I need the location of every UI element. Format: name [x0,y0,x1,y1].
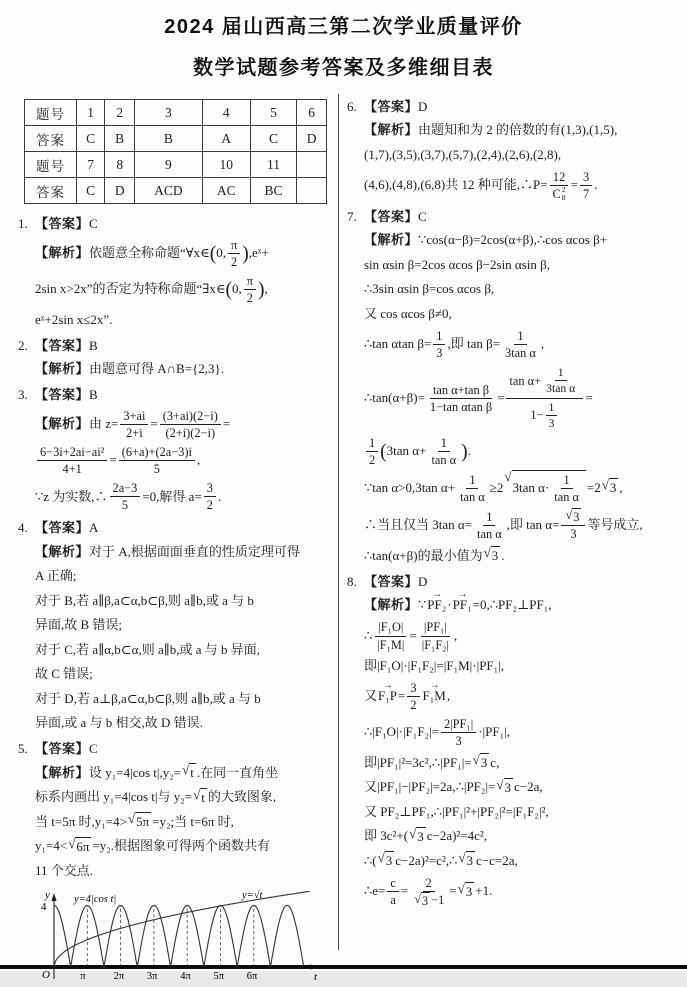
radical-sign: √ [377,850,385,866]
answer-item-head [347,570,681,593]
fraction [427,382,495,415]
radicand: 3 [465,882,475,902]
combination-scripts [562,186,566,202]
analysis-line: 又 PF₂⊥PF₁,∴|PF₁|²+|PF₂|²=|F₁F₂|², [364,803,549,819]
fraction-denominator: √ 3 −1 [414,891,445,908]
answer-value: C [418,209,427,225]
fraction-denominator: 4+1 [62,462,82,477]
radicand: t [200,788,207,808]
fraction-numerator: |PF₁| [421,619,450,636]
analysis-line: 即 3c²+( √ 3 c−2a)²=4c², [364,825,681,849]
curve2-label: y=√t [242,889,263,901]
radicand: 3 [385,851,395,871]
fraction [433,328,445,361]
analysis-line: 即|PF₁|²=3c²,∴|PF₁|= √ 3 c, [364,751,681,775]
fraction-numerator [561,508,585,526]
answer-value: B [89,337,98,353]
answer-item [18,212,335,332]
table-cell [297,152,327,178]
answer-value: D [418,573,428,589]
answer-label: 【答案】 [35,337,90,353]
fraction-denominator: 2 [246,291,253,306]
radicand: 3 [421,893,429,908]
analysis-line: 又 → F₁P = $\frac{3}{2}$ → F₁M , [364,679,681,714]
function-graph-figure [26,887,335,987]
analysis-line: 【解析】 ∵ → PF₂ · → PF₁ =0,∴PF₂⊥PF₁, [364,594,681,618]
big-paren: ( [380,440,387,463]
square-root [458,882,475,902]
radical-sign: √ [472,752,480,768]
square-root [182,763,196,783]
fraction [407,680,419,713]
fraction-denominator: |F₁M| [377,637,405,652]
table-cell: AC [202,178,250,204]
fraction-numerator: 12 [550,169,568,186]
fraction-numerator: 2|PF₁| [441,716,476,733]
fraction-numerator: tan α+tan β [430,382,492,399]
left-column [0,94,338,983]
analysis-line: ∴tan αtan β= $\frac{1}{3}$ ,即 tan β= $\frac{1}{\text{3tan α}}$ , [364,329,545,361]
analysis-line: ∴|F₁O|·|F₁F₂|= $\frac{\text{2|PF₁|}}{3}$ ·|PF₁|, [364,717,510,749]
question-number: 2. [18,337,28,353]
analysis-line: 异面,或 a 与 b 相交,故 D 错误. [35,715,203,731]
table-cell: B [105,126,135,152]
origin-label: O [42,968,50,981]
fraction-numerator: 1 [514,328,526,345]
question-number: 1. [18,216,28,231]
analysis-line: ∴tan(α+β)的最小值为 √ 3 . [364,544,681,568]
x-tick-π: π [80,970,86,982]
analysis-line: 对于 D,若 a⊥β,a⊂α,b⊂β,则 a∥b,或 a 与 b [35,690,261,706]
fraction-denominator: |F₁F₂| [421,637,449,652]
square-root [602,478,619,498]
fraction [366,435,378,468]
answer-label: 【答案】 [364,99,419,114]
x-tick-6π: 6π [246,970,258,982]
fraction-numerator: 1 [438,435,450,452]
analysis-line: 2sin x>2x”的否定为特称命题“∃x∈ ( 0, $\frac{\pi}{2}$ ) , [35,274,268,306]
fraction [506,364,583,432]
analysis-line: y₁=4< √ 6π =y₂.根据图象可得两个函数共有 [35,835,335,859]
radicand: 3 [480,753,490,773]
y-axis-arrow [51,893,56,901]
analysis-line: 11 个交点. [35,862,94,878]
big-paren: ( [225,278,232,301]
question-number: 3. [18,387,28,403]
analysis-label: 【解析】 [35,416,90,432]
fraction-numerator: π [228,237,240,254]
answer-label: 【答案】 [35,387,90,403]
square-root [473,753,490,773]
analysis-line: ∴ $\frac{\text{|F₁O|}}{\text{|F₁M|}}$ = $\frac{\text{|PF₁|}}{\text{|F₁F₂|}}$ , [364,620,458,652]
table-cell: 11 [250,152,296,178]
fraction-denominator: 5 [121,498,129,513]
analysis-line: 异面,故 B 错误; [35,617,123,633]
table-cell: D [297,126,327,152]
x-tick-4π: 4π [180,970,191,982]
fraction-numerator: 3 [580,169,592,186]
fraction-denominator: (2+i)(2−i) [165,426,216,441]
fraction-numerator: 1 [466,472,478,489]
radical-sign: √ [601,477,609,493]
answer-value: A [89,520,99,536]
fraction-denominator: tan α [431,453,457,468]
radicand: 3tan α· $\frac{1}{\text{tan α}}$ [512,470,586,506]
fraction-numerator: 3 [407,680,419,697]
analysis-line: $\frac{1}{2}$ ( 3tan α+ $\frac{1}{\text{tan α}}$ ) . [364,434,681,469]
analysis-line: ∵z 为实数,∴ $\frac{2a-3}{5}$ =0,解得 a= $\frac{3}{2}$ . [35,481,222,513]
table-cell: 8 [105,152,135,178]
answer-value: D [418,99,428,114]
table-cell: A [202,126,250,152]
analysis-label: 【解析】 [364,597,419,613]
fraction-numerator: 1 [366,435,378,452]
vector: → F₁P [378,687,397,706]
analysis-line: 【解析】 由题知和为 2 的倍数的有(1,3),(1,5), [364,119,681,143]
answer-item [347,95,681,203]
fraction-denominator: tan α [554,490,579,505]
fraction-numerator: c [387,875,398,892]
vector: → PF₁ [453,596,472,615]
answer-item-head [18,334,335,357]
square-root [68,837,91,857]
answer-item-head [18,737,335,760]
table-cell: C [77,126,105,152]
answer-value: C [89,216,98,231]
question-number: 5. [18,741,28,757]
fraction-numerator: 1 [561,472,573,489]
fraction-numerator: |F₁O| [375,619,406,636]
fraction-denominator: C 2 8 [552,185,566,203]
radical-sign: √ [68,835,76,851]
fraction-denominator: 3tan α [505,346,536,361]
fraction-denominator: 3 [455,734,462,749]
fraction [419,619,452,652]
vector: → PF₂ [427,596,446,615]
answer-value: B [89,387,98,403]
fraction-numerator: 1 [483,509,495,526]
fraction-numerator: 1 [555,365,567,381]
radical-sign: √ [409,825,417,841]
answer-item-head [18,212,335,235]
fraction-denominator: a [390,893,396,908]
right-column [338,94,687,950]
fraction-numerator: 6−3i+2ai−ai² [37,444,107,461]
question-number: 6. [347,99,357,114]
fraction [160,408,221,441]
page-title-line1: 2024 届山西高三第二次学业质量评价 [164,16,523,38]
analysis-line: $\frac{\text{6−3i+2ai−ai²}}{4+1}$ = $\frac{(6+a)+(2a-3)i}{5}$ , [35,443,335,478]
fraction [119,444,195,477]
fraction [37,444,107,477]
analysis-line: A 正确; [35,568,77,584]
table-cell: 2 [105,100,135,126]
fraction [474,509,505,542]
fraction [550,169,569,202]
x-axis-label: t [314,970,318,983]
analysis-line: 即|F₁O|·|F₁F₂|=|F₁M|·|PF₁|, [364,657,505,673]
fraction [120,408,148,441]
square-root [414,892,430,909]
answer-value: C [89,741,98,757]
radicand: 3 [416,827,426,847]
vector: → F₁M [423,687,446,706]
table-cell: D [105,178,135,204]
radical-sign: √ [193,786,201,802]
answers-left-list [18,212,335,883]
analysis-line: 又|PF₁|−|PF₂|=2a,∴|PF₂|= √ 3 c−2a, [364,776,681,800]
superscript: 2 [561,185,566,195]
fraction-denominator: 1− $\frac{1}{3}$ [527,399,562,433]
square-root [378,851,395,871]
radical-sign: √ [127,811,136,827]
table-cell: C [250,126,296,152]
answer-table [24,99,327,204]
analysis-line: ∴3sin αsin β=cos αcos β, [364,281,495,297]
x-tick-5π: 5π [213,970,225,982]
analysis-line: 【解析】 设 y₁=4|cos t|,y₂= √ t .在同一直角坐 [35,761,335,785]
answer-table-row [25,100,327,126]
analysis-line: ∵tan α>0,3tan α+ $\frac{1}{\text{tan α}}$ ≥2 √ 3tan α· $\frac{1}{\text{tan α}}$ =2 √ 3 , [364,470,681,506]
radicand: 5π [135,812,151,832]
table-row-header: 题号 [25,152,77,178]
radicand: 3 [504,778,514,798]
table-row-header: 答案 [25,178,77,204]
fraction-numerator: 2a−3 [110,480,141,497]
radicand: 3 [491,546,501,566]
analysis-line: eˣ+2sin x≤2x”. [35,311,113,327]
analysis-line: 【解析】 ∵cos(α−β)=2cos(α+β),∴cos αcos β+ [364,229,681,253]
big-paren: ( [209,242,217,265]
x-tick-2π: 2π [113,970,125,982]
fraction-denominator: 2 [231,255,238,270]
analysis-label: 【解析】 [35,764,90,780]
analysis-line: (4,6),(4,8),(6,8)共 12 种可能,∴P= 12 C 2 8 = $\frac{3}{7}$ . [364,170,598,203]
fraction [457,472,488,505]
fraction [441,716,476,749]
fraction [551,472,582,505]
answer-item [18,737,335,883]
fraction-numerator: 1 [433,328,445,345]
radical-sign: √ [457,880,465,896]
square-root [193,788,207,808]
table-cell: 4 [202,100,250,126]
table-row-header: 题号 [25,100,77,126]
answer-label: 【答案】 [364,573,419,589]
fraction-denominator: 5 [153,462,160,477]
analysis-line: 【解析】 依题意全称命题“∀x∈ ( 0, $\frac{\pi}{2}$ ) ,eˣ+ [35,238,269,270]
radical-sign: √ [182,762,190,778]
analysis-line: 【解析】 由 z= $\frac{3+ai}{2+i}$ = $\frac{(3+ai)(2-i)}{(2+i)(2-i)}$ = [35,409,231,441]
fraction-numerator: 1 [546,400,558,416]
answer-item-head [347,95,681,118]
fraction [502,328,539,361]
answer-label: 【答案】 [364,209,419,225]
square-root [565,508,581,525]
analysis-label: 【解析】 [364,232,419,248]
square-root [504,470,586,506]
fraction-denominator: 2 [410,698,417,713]
question-number: 7. [347,209,357,225]
page-titles [0,0,687,83]
content-columns [0,94,687,983]
fraction [204,480,216,513]
table-cell: 10 [202,152,250,178]
fraction-denominator: tan α [477,526,502,541]
analysis-line: 标系内画出 y₁=4|cos t|与 y₂= √ t 的大致图象, [35,786,335,810]
fraction [428,435,459,468]
fraction [561,508,585,542]
fraction-numerator: 3 [204,480,216,497]
fraction-denominator: 2+i [126,426,143,441]
page-title-line2: 数学试题参考答案及多维细目表 [193,57,494,79]
big-paren: ) [257,278,265,301]
fraction-denominator: 7 [582,187,590,202]
table-cell [297,178,327,204]
analysis-line: 当 t=5π 时,y₁=4> √ 5π =y₂;当 t=6π 时, [35,810,335,834]
fraction-denominator: 3 [570,527,577,542]
table-cell: BC [250,178,296,204]
analysis-line: (1,7),(3,5),(3,7),(5,7),(2,4),(2,6),(2,8), [364,146,562,162]
question-number: 4. [18,520,28,536]
question-number: 8. [347,573,357,589]
answer-table-row [25,178,327,204]
fraction [228,237,240,270]
square-root [496,778,513,798]
answer-table-row [25,152,327,178]
analysis-line: 【解析】 由题意可得 A∩B={2,3}. [35,358,335,382]
analysis-line: 对于 C,若 a∥α,b⊂α,则 a∥b,或 a 与 b 异面, [35,641,261,657]
table-cell: ACD [135,178,203,204]
fraction [244,273,256,306]
y-axis-label: y [45,888,50,901]
analysis-label: 【解析】 [35,245,90,261]
answer-item [347,570,681,910]
fraction-numerator: π [244,273,256,290]
table-cell: 7 [77,152,105,178]
radicand: t [189,763,196,783]
fraction-denominator: tan α [460,489,485,504]
radicand: 3 [573,510,580,525]
fraction-numerator: (3+ai)(2−i) [160,408,221,425]
table-row-header: 答案 [25,126,77,152]
radical-sign: √ [504,469,512,485]
square-root [409,827,426,847]
x-tick-labels [80,971,258,982]
table-cell: 6 [297,100,327,126]
radical-sign: √ [414,891,421,906]
y-tick-4: 4 [41,900,47,913]
analysis-line: 【解析】 对于 A,根据面面垂直的性质定理可得 [35,540,335,564]
fraction-numerator: 3+ai [120,408,148,425]
fraction-numerator: 2 [423,875,435,892]
table-cell: 9 [135,152,203,178]
fraction [546,400,558,432]
fraction [580,169,592,202]
page-bottom-edge [0,965,687,969]
x-tick-3π: 3π [146,970,158,982]
analysis-line: ∴e= $\frac{c}{a}$ = 2 √ 3 −1 = √ 3 +1. [364,875,493,908]
analysis-line: ∴当且仅当 3tan α= $\frac{1}{\text{tan α}}$ ,即 tan α= √ 3 3 等号成立, [364,508,643,542]
analysis-label: 【解析】 [35,361,90,377]
big-paren: ) [461,440,468,463]
radical-sign: √ [496,776,504,792]
square-root [128,812,151,832]
fraction-numerator: tan α+ $\frac{1}{\text{3tan α}}$ [506,364,583,399]
fraction-denominator: 3 [548,416,555,430]
radical-sign: √ [565,508,573,523]
answer-table-row [25,126,327,152]
analysis-line: 又 cos αcos β≠0, [364,305,452,321]
radicand: 3 [466,851,476,871]
answer-item [347,205,681,568]
fraction-denominator: 2 [369,453,376,468]
fraction-denominator: 3 [436,346,443,361]
analysis-label: 【解析】 [35,543,90,559]
analysis-line: sin αsin β=2cos αcos β−2sin αsin β, [364,256,551,272]
analysis-line: 对于 B,若 a∥β,a⊂α,b⊂β,则 a∥b,或 a 与 b [35,592,254,608]
table-cell: 1 [77,100,105,126]
answer-label: 【答案】 [35,520,90,536]
square-root [484,546,501,566]
peak-dash-lines [87,905,254,967]
answer-label: 【答案】 [35,741,90,757]
answer-item [18,383,335,514]
fraction-denominator: 2 [206,498,213,513]
fraction [110,480,141,513]
fraction-denominator: 3tan α [546,382,576,396]
fraction [543,365,578,397]
analysis-line: ∴tan(α+β)= $\frac{\text{tan α+tan β}}{\text{1−tan αtan β}}$ = tan α+ $\frac{1}{\text{3tan α}}$ 1− $\frac{1}{3}$ = [364,363,681,433]
square-root [458,851,475,871]
fraction-numerator: (6+a)+(2a−3)i [119,444,195,461]
answer-item [18,334,335,382]
answer-item-head [347,205,681,228]
answer-label: 【答案】 [35,216,90,231]
answer-item-head [18,516,335,539]
table-cell: C [77,178,105,204]
fraction [410,875,447,909]
fraction-denominator: 1−tan αtan β [429,399,493,414]
radicand: 3 [609,478,619,498]
answer-item-head [18,383,335,406]
radical-sign: √ [458,850,466,866]
table-cell: 5 [250,100,296,126]
subscript: 8 [561,193,566,203]
curve1-label: y=4|cos t| [74,893,117,905]
answers-right-list [347,95,681,910]
analysis-label: 【解析】 [364,122,419,138]
table-cell: B [135,126,203,152]
table-cell: 3 [135,100,203,126]
answer-item [18,516,335,735]
fraction [374,619,407,652]
radical-sign: √ [483,545,491,561]
analysis-line: ∴( √ 3 c−2a)²=c²,∴ √ 3 c−c=2a, [364,849,681,873]
big-paren: ) [242,242,249,265]
analysis-line: 故 C 错误; [35,666,93,682]
radicand: 6π [75,837,91,857]
fraction [387,875,398,908]
